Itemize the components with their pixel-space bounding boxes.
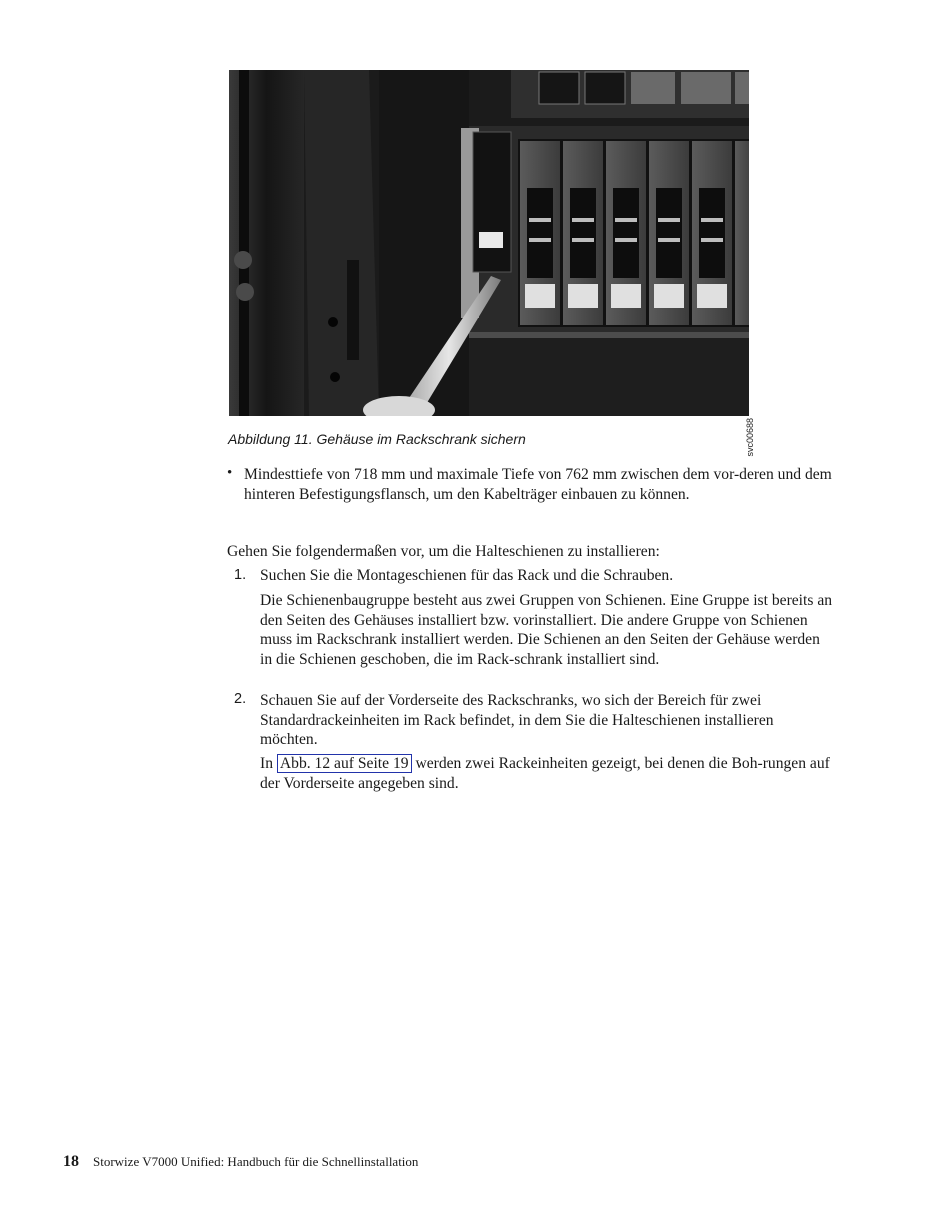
step-text: Suchen Sie die Montageschienen für das Rack und die Schrauben. — [260, 567, 674, 584]
step-text: Schauen Sie auf der Vorderseite des Rackschranks, wo sich der Bereich für zwei Standardrackeinheiten im Rack befindet, in dem Sie die Halteschienen installieren möchten. — [260, 692, 774, 748]
page-number: 18 — [63, 1153, 79, 1170]
procedure-intro: Gehen Sie folgendermaßen vor, um die Halteschienen zu installieren: — [227, 543, 660, 560]
figure-id-label: svc00688 — [745, 418, 755, 457]
page-footer — [63, 1153, 418, 1171]
step-detail-prefix: In — [260, 755, 273, 772]
figure-caption: Abbildung 11. Gehäuse im Rackschrank sichern — [228, 431, 526, 447]
footer-title: Storwize V7000 Unified: Handbuch für die Schnellinstallation — [93, 1154, 419, 1169]
step-detail-suffix: werden zwei Rackeinheiten gezeigt, bei denen die Boh-rungen auf der Vorderseite angegeben sind. — [260, 755, 830, 792]
step-detail — [260, 754, 834, 793]
bullet-marker: • — [227, 465, 233, 481]
step-detail: Die Schienenbaugruppe besteht aus zwei Gruppen von Schienen. Eine Gruppe ist bereits an den Seiten des Gehäuses installiert bzw. vorinstalliert. Die andere Gruppe von Schienen muss im Rackschrank installiert werden. Die Schienen an den Seiten der Gehäuse werden in die Schienen geschoben, die im Rack-schrank installiert sind. — [260, 592, 833, 668]
figure-reference-link[interactable]: Abb. 12 auf Seite 19 — [277, 754, 412, 773]
rack-photo — [229, 70, 749, 416]
step-number: 2. — [234, 691, 247, 707]
bullet-text: Mindesttiefe von 718 mm und maximale Tiefe von 762 mm zwischen dem vor-deren und dem hinteren Befestigungsflansch, um den Kabelträger einbauen zu können. — [244, 466, 832, 503]
rack-photo-drawing — [229, 70, 749, 416]
step-number: 1. — [234, 567, 247, 583]
